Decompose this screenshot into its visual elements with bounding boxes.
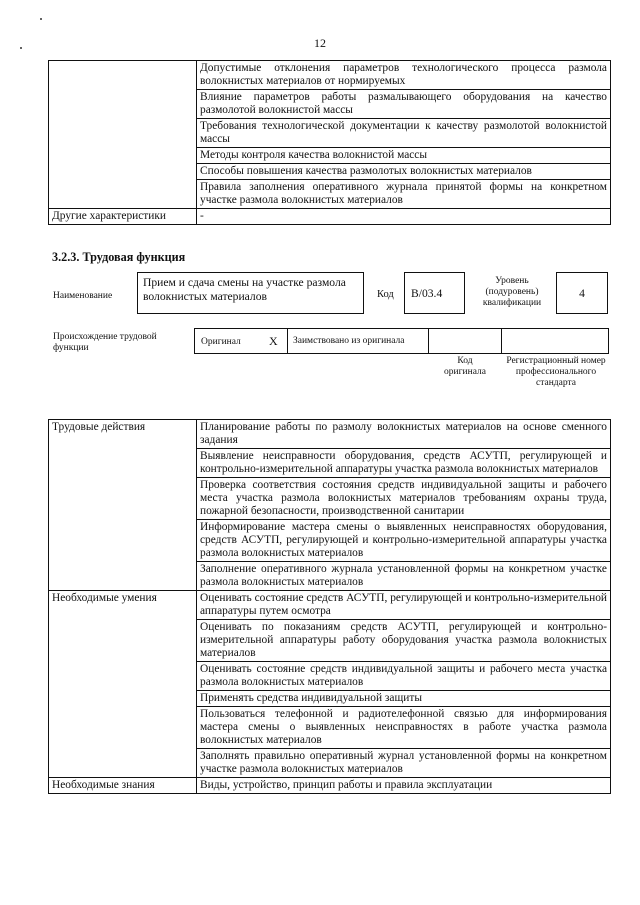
code-origin-caption: Код оригинала [444,356,486,377]
level-value-box [556,272,608,314]
function-code: B/03.4 [411,287,443,300]
scan-speck [40,18,42,20]
origin-divider [428,328,429,354]
table-cell: Правила заполнения оперативного журнала принятой формы на конкретном участке размола волокнистых материалов [197,180,611,209]
original-label: Оригинал [201,337,241,347]
qualification-level: 4 [579,287,585,300]
table-cell: Виды, устройство, принцип работы и правила эксплуатации [197,778,611,794]
table-cell: Методы контроля качества волокнистой массы [197,148,611,164]
row-label: Трудовые действия [49,420,197,591]
labor-function-table [48,419,611,794]
table-cell: Влияние параметров работы размалывающего оборудования на качество размолотой волокнистой массы [197,90,611,119]
knowledge-continuation-table [48,60,611,225]
table-cell: Информирование мастера смены о выявленных неисправностях оборудования, средств АСУТП, регулирующей и контрольно-измерительной аппаратуры участка размола волокнистых материалов [197,520,611,562]
table-cell: Допустимые отклонения параметров технологического процесса размола волокнистых материалов от нормируемых [197,61,611,90]
row-label: Необходимые знания [49,778,197,794]
code-label: Код [377,289,394,300]
row-label: Другие характеристики [49,209,197,225]
borrowed-label: Заимствовано из оригинала [293,336,405,346]
origin-divider [287,328,288,354]
original-mark: X [269,334,278,348]
registration-caption: Регистрационный номер профессионального стандарта [506,356,606,388]
function-name: Прием и сдача смены на участке размола волокнистых материалов [143,276,346,303]
row-label [49,61,197,209]
page-number: 12 [314,36,326,50]
table-cell: Пользоваться телефонной и радиотелефонной связью для информирования мастера смены о выявленных неисправностях в работе участка размола волокнистых материалов [197,707,611,749]
table-cell: Оценивать состояние средств АСУТП, регулирующей и контрольно-измерительной аппаратуры путем осмотра [197,591,611,620]
table-cell: - [197,209,611,225]
table-cell: Оценивать состояние средств индивидуальной защиты и рабочего места участка размола волокнистых материалов [197,662,611,691]
origin-divider [501,328,502,354]
row-label: Необходимые умения [49,591,197,778]
origin-label: Происхождение трудовой функции [53,332,157,353]
table-cell: Заполнять правильно оперативный журнал установленной формы на конкретном участке размола волокнистых материалов [197,749,611,778]
name-value-box [137,272,364,314]
table-cell: Способы повышения качества размолотых волокнистых материалов [197,164,611,180]
table-cell: Выявление неисправности оборудования, средств АСУТП, регулирующей и контрольно-измерительной аппаратуры участка размола волокнистых материалов [197,449,611,478]
table-cell: Проверка соответствия состояния средств индивидуальной защиты и рабочего места участка размола волокнистых материалов требованиям охраны труда, пожарной безопасности, производственной санитарии [197,478,611,520]
table-cell: Требования технологической документации к качеству размолотой волокнистой массы [197,119,611,148]
code-value-box [404,272,465,314]
table-cell: Оценивать по показаниям средств АСУТП, регулирующей и контрольно-измерительной аппаратуры работу оборудования участка размола волокнистых материалов [197,620,611,662]
level-label: Уровень (подуровень) квалификации [482,276,542,308]
table-cell: Планирование работы по размолу волокнистых материалов на основе сменного задания [197,420,611,449]
table-cell: Заполнение оперативного журнала установленной формы на конкретном участке размола волокнистых материалов [197,562,611,591]
name-label: Наименование [53,291,113,301]
table-cell: Применять средства индивидуальной защиты [197,691,611,707]
section-heading: 3.2.3. Трудовая функция [52,250,186,264]
